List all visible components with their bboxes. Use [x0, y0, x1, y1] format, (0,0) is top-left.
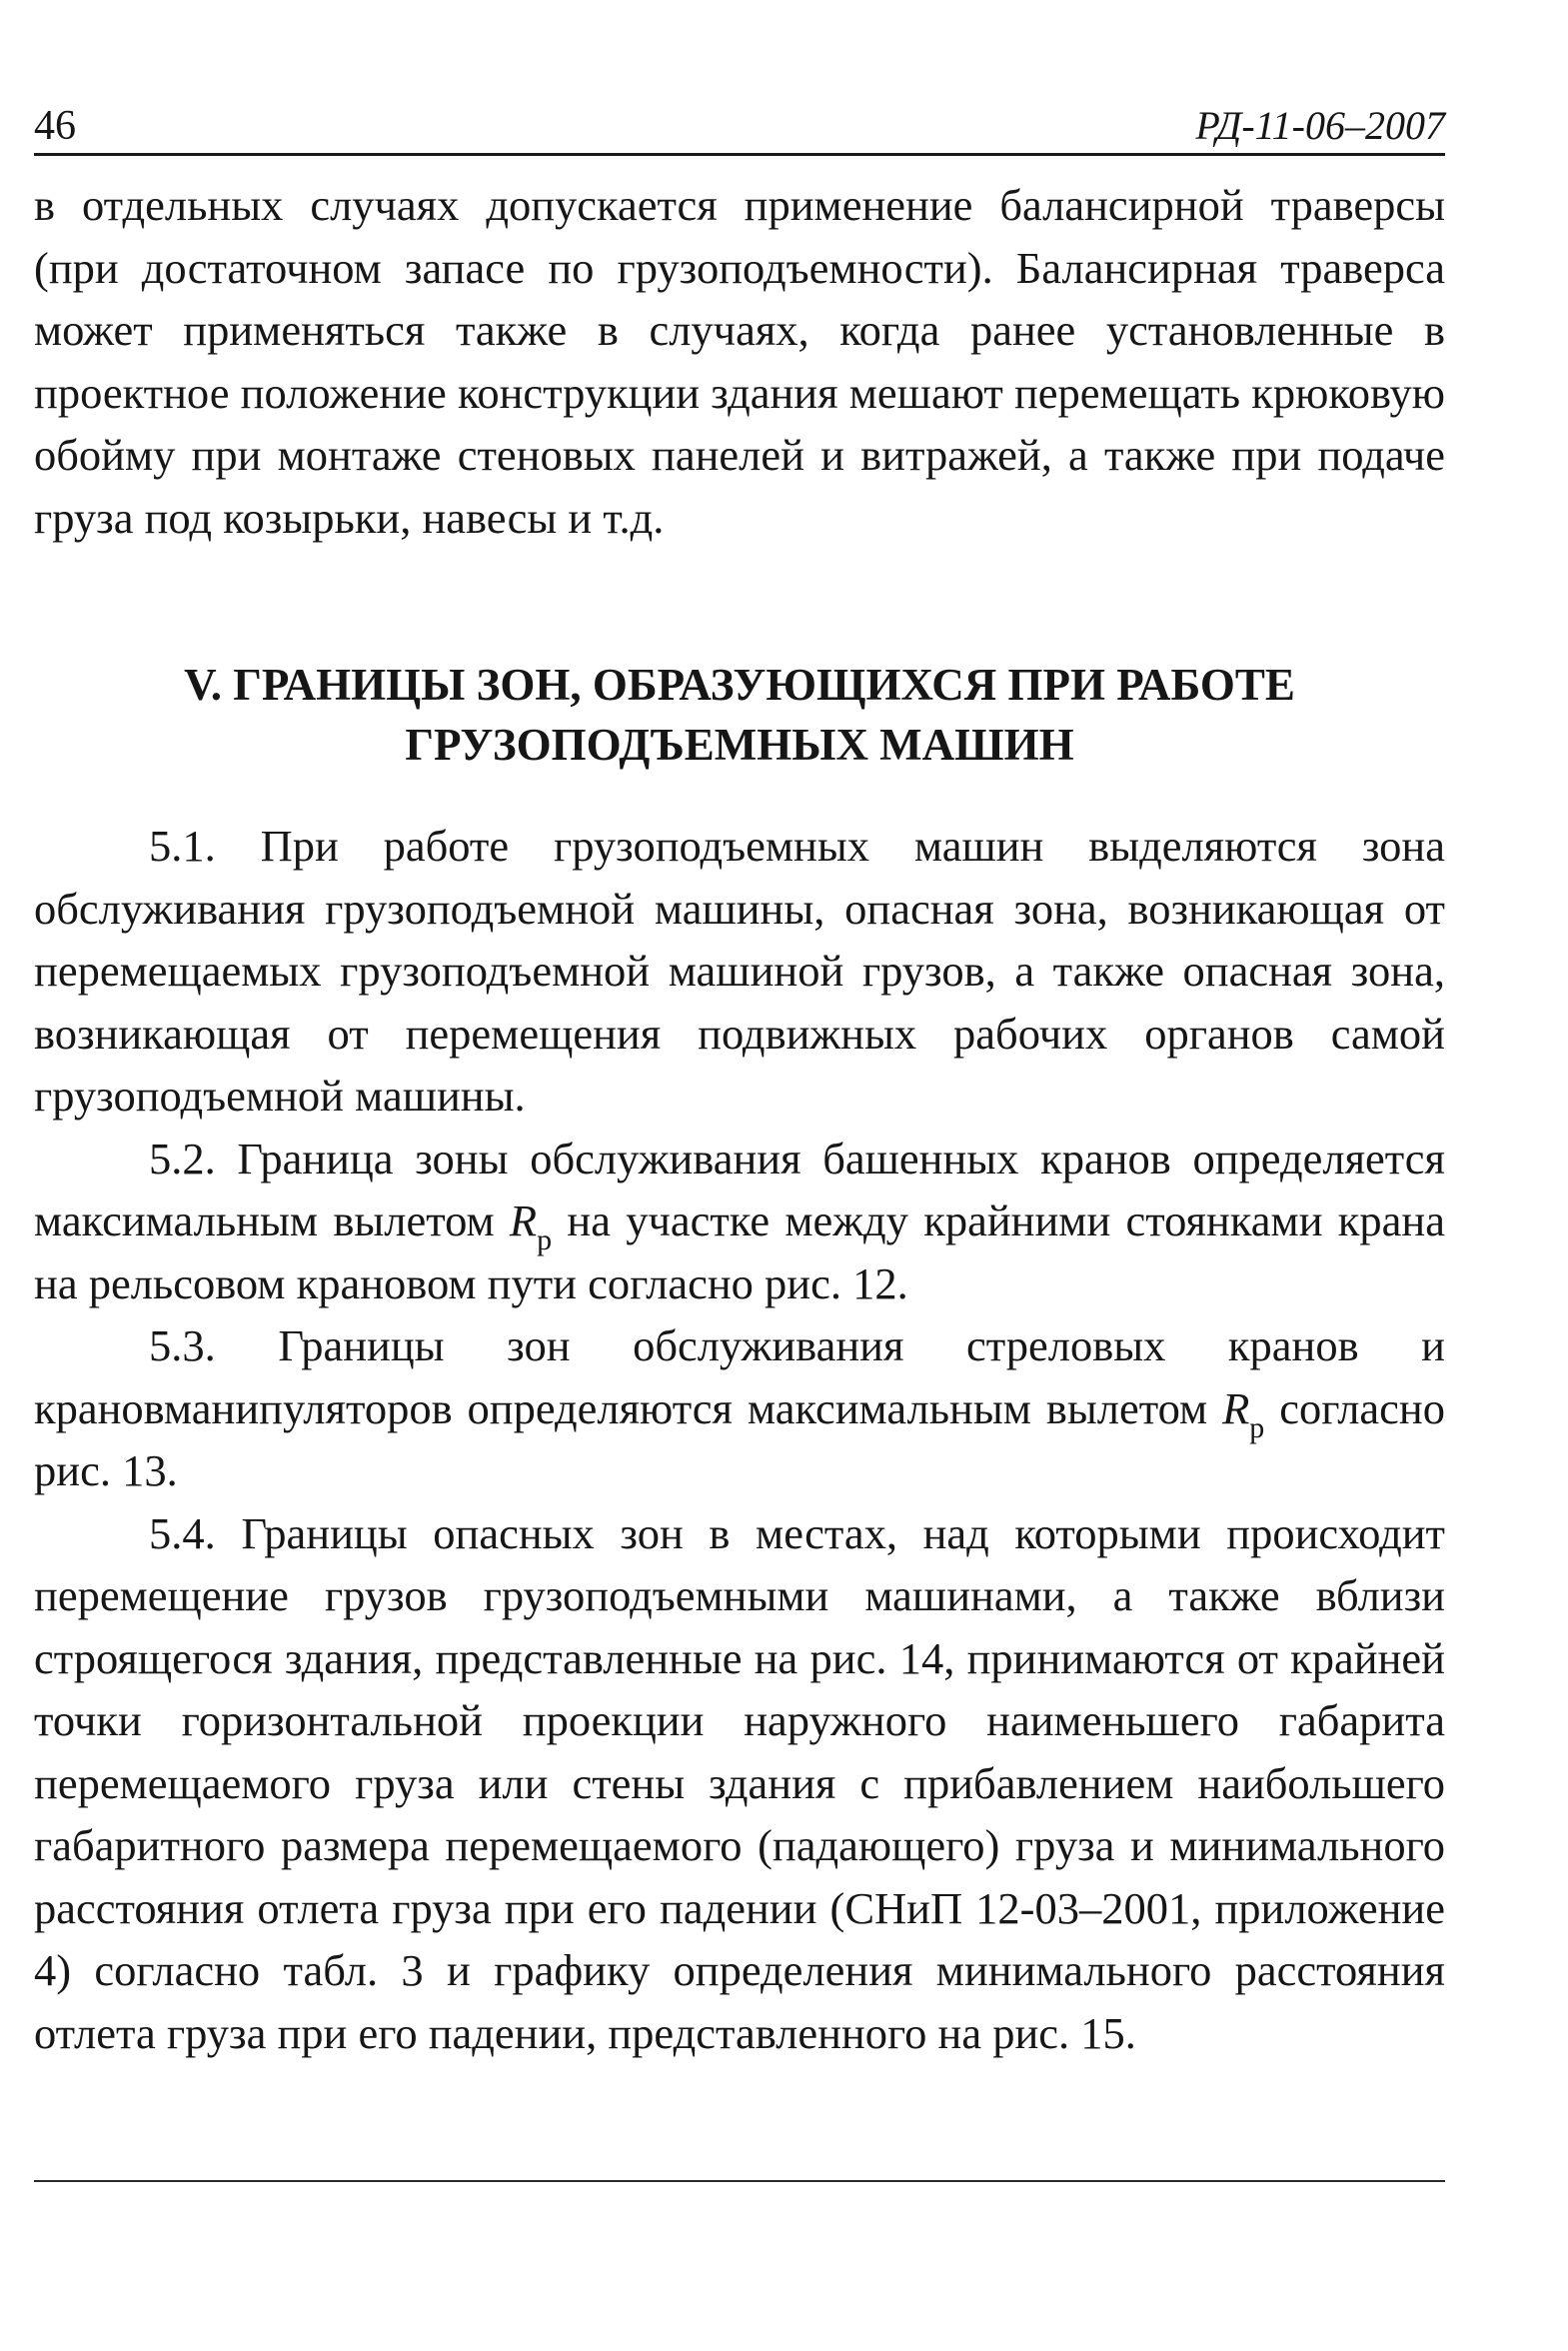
radius-letter: R — [1222, 1382, 1250, 1433]
section-title — [34, 655, 1445, 775]
radius-symbol — [1222, 1382, 1265, 1444]
radius-subscript: р — [537, 1223, 553, 1256]
radius-subscript: р — [1249, 1410, 1265, 1444]
document-code: РД-11-06–2007 — [1195, 103, 1445, 148]
radius-symbol — [509, 1195, 553, 1256]
paragraph-5-2 — [34, 1128, 1445, 1315]
paragraph-5-1: 5.1. При работе грузоподъемных машин выделяются зона обслуживания грузоподъемной машины, опасная зона, возникающая от перемещаемых грузоподъемной машиной грузов, а также опасная зона, возникающая от перемещения подвижных рабочих органов самой грузоподъемной машины. — [34, 821, 1445, 1121]
body-text — [34, 174, 1445, 2064]
page-header — [34, 100, 1445, 152]
page-number: 46 — [34, 103, 76, 149]
section-title-line-1: V. ГРАНИЦЫ ЗОН, ОБРАЗУЮЩИХСЯ ПРИ РАБОТЕ — [184, 660, 1295, 710]
header-rule — [34, 153, 1445, 156]
paragraph-5-2-text-start: 5.2. Граница зоны обслуживания башенных кранов определяется максимальным вылетом — [34, 1133, 1445, 1245]
paragraph-5-2-text-end: на участке между крайними стоянками крана на рельсовом крановом пути согласно рис. 12. — [34, 1195, 1445, 1308]
paragraph-5-3-text-start: 5.3. Границы зон обслуживания стреловых кранов и крановманипуляторов определяются максимальным вылетом — [34, 1320, 1445, 1433]
radius-letter: R — [509, 1195, 538, 1245]
paragraph-5-3-text-end: согласно рис. 13. — [34, 1382, 1445, 1495]
footer-rule — [34, 2180, 1445, 2182]
paragraph-5-3 — [34, 1314, 1445, 1502]
section-title-line-2: ГРУЗОПОДЪЕМНЫХ МАШИН — [405, 720, 1074, 770]
paragraph-5-4: 5.4. Границы опасных зон в местах, над которыми происходит перемещение грузов грузоподъемными машинами, а также вблизи строящегося здания, представленные на рис. 14, принимаются от крайней точки горизонтальной проекции наружного наименьшего габарита перемещаемого груза или стены здания с прибавлением наибольшего габаритного размера перемещаемого (падающего) груза и минимального расстояния отлета груза при его падении (СНиП 12-03–2001, приложение 4) согласно табл. 3 и графику определения минимального расстояния отлета груза при его падении, представленного на рис. 15. — [34, 1507, 1445, 2058]
continuation-paragraph: в отдельных случаях допускается применение балансирной траверсы (при достаточном запасе по грузоподъемности). Балансирная траверса может применяться также в случаях, когда ранее установленные в проектное положение конструкции здания мешают перемещать крюковую обойму при монтаже стеновых панелей и витражей, а также при подаче груза под козырьки, навесы и т.д. — [34, 180, 1445, 543]
